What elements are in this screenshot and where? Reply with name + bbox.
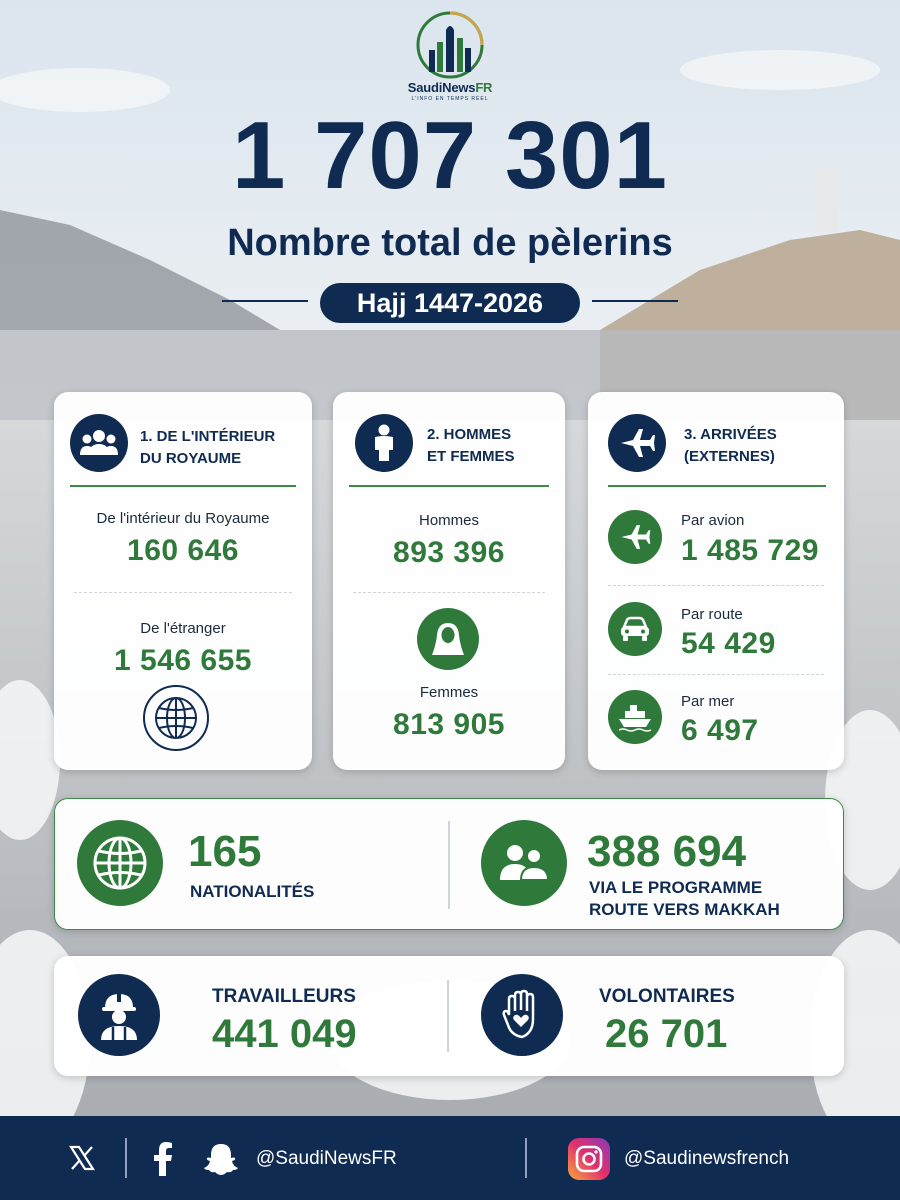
brand-tagline: L'INFO EN TEMPS RÉEL <box>411 96 489 102</box>
label-sea: Par mer <box>681 693 735 710</box>
card-arrivals-title: 3. ARRIVÉES (EXTERNES) <box>684 426 777 465</box>
volunteers-value: 26 701 <box>605 1012 728 1056</box>
divider <box>448 821 450 909</box>
instagram-icon[interactable] <box>568 1138 610 1180</box>
value-men: 893 396 <box>393 536 505 569</box>
divider <box>349 485 549 487</box>
card-interior <box>54 392 312 770</box>
label-women: Femmes <box>419 684 479 701</box>
total-subtitle: Nombre total de pèlerins <box>227 222 673 264</box>
facebook-icon[interactable] <box>152 1142 174 1181</box>
hand-heart-icon <box>481 974 563 1056</box>
divider <box>608 585 824 586</box>
divider <box>125 1138 127 1178</box>
label-men: Hommes <box>418 512 479 529</box>
card-arrivals <box>588 392 844 770</box>
people-pair-icon <box>481 820 567 906</box>
divider <box>74 592 292 593</box>
footer-handle-left[interactable]: @SaudiNewsFR <box>256 1148 397 1169</box>
people-group-icon <box>70 414 128 472</box>
value-sea: 6 497 <box>681 714 759 747</box>
card-gender-title: 2. HOMMES ET FEMMES <box>427 426 515 465</box>
worker-icon <box>78 974 160 1056</box>
footer-bar <box>0 1116 900 1200</box>
brand-name: SaudiNewsFR <box>407 80 493 95</box>
value-road: 54 429 <box>681 627 776 660</box>
route-makkah-value: 388 694 <box>587 827 747 876</box>
car-icon <box>608 602 662 656</box>
label-road: Par route <box>681 606 743 623</box>
label-air: Par avion <box>681 512 745 529</box>
airplane-icon <box>608 414 666 472</box>
person-icon <box>355 414 413 472</box>
workers-label: TRAVAILLEURS <box>212 986 356 1007</box>
staff-card <box>54 956 844 1076</box>
value-women: 813 905 <box>393 708 505 741</box>
divider <box>447 980 449 1052</box>
skyline-logo-icon <box>415 10 485 80</box>
highlights-card <box>54 798 844 930</box>
snapchat-icon[interactable] <box>203 1142 239 1181</box>
woman-icon <box>417 608 479 670</box>
volunteers-label: VOLONTAIRES <box>599 986 735 1007</box>
divider <box>608 674 824 675</box>
value-interior: 160 646 <box>127 534 239 567</box>
divider <box>525 1138 527 1178</box>
card-interior-title: 1. DE L'INTÉRIEUR DU ROYAUME <box>140 428 276 467</box>
hajj-year-badge: Hajj 1447-2026 <box>320 283 580 323</box>
value-air: 1 485 729 <box>681 534 819 567</box>
x-icon[interactable] <box>68 1144 96 1177</box>
nationalities-value: 165 <box>188 827 262 876</box>
divider <box>608 485 826 487</box>
divider <box>353 592 545 593</box>
ship-icon <box>608 690 662 744</box>
label-abroad: De l'étranger <box>140 620 226 637</box>
airplane-icon <box>608 510 662 564</box>
badge-line-right <box>592 300 678 302</box>
nationalities-label: NATIONALITÉS <box>190 882 315 901</box>
footer-handle-right[interactable]: @Saudinewsfrench <box>624 1148 790 1169</box>
brand-logo <box>404 10 496 110</box>
total-pilgrims: 1 707 301 <box>231 102 669 209</box>
divider <box>70 485 296 487</box>
globe-icon <box>142 684 210 752</box>
route-makkah-label: VIA LE PROGRAMME ROUTE VERS MAKKAH <box>589 878 780 919</box>
card-gender <box>333 392 565 770</box>
badge-line-left <box>222 300 308 302</box>
label-interior: De l'intérieur du Royaume <box>96 510 270 527</box>
workers-value: 441 049 <box>212 1012 357 1056</box>
globe-icon <box>77 820 163 906</box>
value-abroad: 1 546 655 <box>114 644 252 677</box>
